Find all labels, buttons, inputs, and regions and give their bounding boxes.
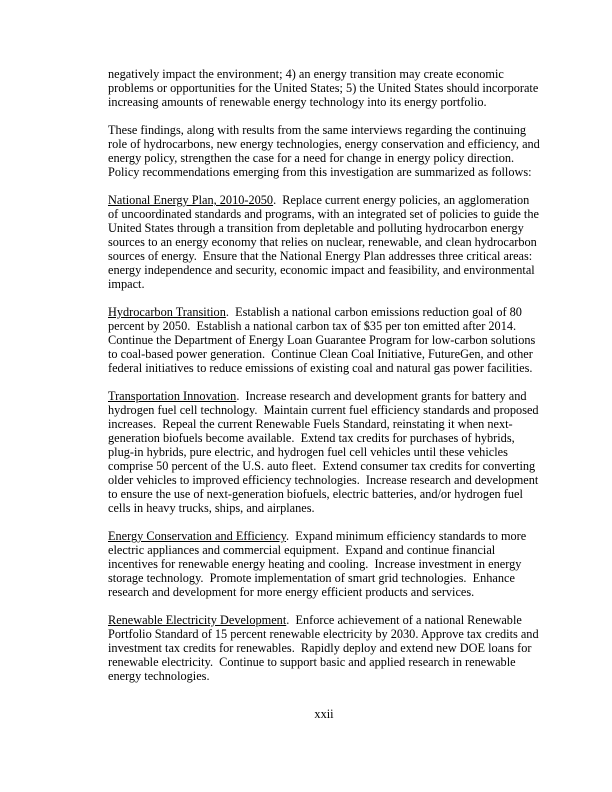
- paragraph-text: These findings, along with results from the same interviews regarding the continuing role of hydrocarbons, new energy technologies, energy conservation and efficiency, and energy policy, strengthen the case for a need for change in energy policy direction. Policy recommendations emerging from this investigation are summarized as follows:: [108, 123, 543, 179]
- section-heading: Renewable Electricity Development: [108, 613, 287, 627]
- section-text: . Replace current energy policies, an agglomeration of uncoordinated standards and programs, with an integrated set of policies to guide the United States through a transition from depletable and polluting hydrocarbon energy sources to an energy economy that relies on nuclear, renewable, and clean hydrocarbon sources of energy. Ensure that the National Energy Plan addresses three critical areas: energy independence and security, economic impact and feasibility, and environmental impact.: [108, 193, 543, 291]
- section-text: . Increase research and development grants for battery and hydrogen fuel cell technology. Maintain current fuel efficiency standards and proposed increases. Repeal the current Renewable Fuels Standard, reinstating it when next-generation biofuels become available. Extend tax credits for purchases of hybrids, plug-in hybrids, pure electric, and hydrogen fuel cell vehicles until these vehicles comprise 50 percent of the U.S. auto fleet. Extend consumer tax credits for converting older vehicles to improved efficiency technologies. Increase research and development to ensure the use of next-generation biofuels, electric batteries, and/or hydrogen fuel cells in heavy trucks, ships, and airplanes.: [108, 389, 542, 515]
- section-national-energy-plan: [108, 193, 543, 291]
- section-text: . Establish a national carbon emissions reduction goal of 80 percent by 2050. Establish a national carbon tax of $35 per ton emitted after 2014. Continue the Department of Energy Loan Guarantee Program for low-carbon solutions to coal-based power generation. Continue Clean Coal Initiative, FutureGen, and other federal initiatives to reduce emissions of existing coal and natural gas power facilities.: [108, 305, 539, 375]
- section-heading: Hydrocarbon Transition: [108, 305, 226, 319]
- section-text: . Expand minimum efficiency standards to more electric appliances and commercial equipment. Expand and continue financial incentives for renewable energy heating and cooling. Increase investment in energy storage technology. Promote implementation of smart grid technologies. Enhance research and development for more energy efficient products and services.: [108, 529, 530, 599]
- section-hydrocarbon-transition: [108, 305, 540, 375]
- section-renewable-electricity-development: [108, 613, 540, 683]
- section-heading: National Energy Plan, 2010-2050: [108, 193, 274, 207]
- section-energy-conservation-efficiency: [108, 529, 540, 599]
- paragraph-findings-continued: [108, 67, 540, 109]
- paragraph-text: negatively impact the environment; 4) an energy transition may create economic problems or opportunities for the United States; 5) the United States should incorporate increasing amounts of renewable energy technology into its energy portfolio.: [108, 67, 542, 109]
- section-text: . Enforce achievement of a national Renewable Portfolio Standard of 15 percent renewable electricity by 2030. Approve tax credits and investment tax credits for renewables. Rapidly deploy and extend new DOE loans for renewable electricity. Continue to support basic and applied research in renewable energy technologies.: [108, 613, 542, 683]
- section-transportation-innovation: [108, 389, 540, 515]
- section-heading: Energy Conservation and Efficiency: [108, 529, 287, 543]
- section-heading: Transportation Innovation: [108, 389, 237, 403]
- page-number: xxii: [314, 707, 334, 721]
- paragraph-findings-summary: [108, 123, 543, 179]
